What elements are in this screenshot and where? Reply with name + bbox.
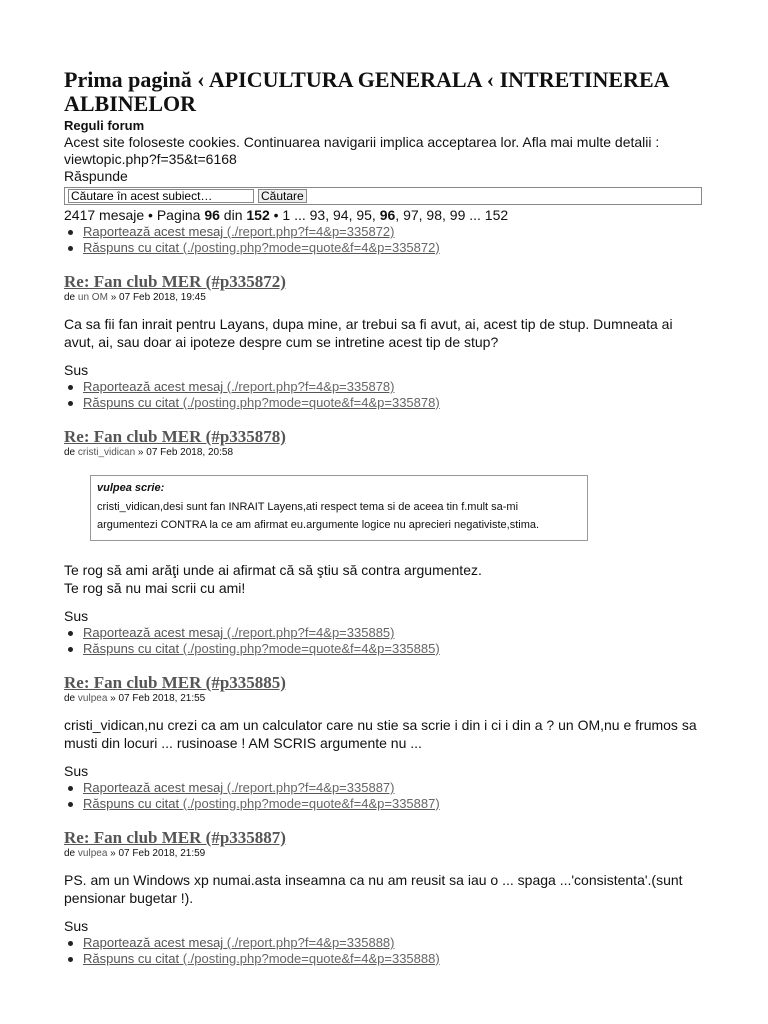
forum-rules-link[interactable]: Reguli forum (64, 118, 145, 133)
back-to-top-link[interactable]: Sus (64, 763, 89, 779)
topic-search-form (64, 187, 702, 205)
search-button[interactable]: Căutare (258, 189, 307, 203)
cookie-notice: Acest site foloseste cookies. Continuarea navigarii implica acceptarea lor. Afla mai multe detalii : viewtopic.php?f=35&t=6168 (64, 134, 660, 167)
post-title[interactable]: Re: Fan club MER (#p335887) (64, 828, 286, 847)
list-item (83, 395, 704, 411)
page-links-after[interactable]: , 97, 98, 99 ... 152 (395, 207, 509, 223)
back-to-top-link[interactable]: Sus (64, 918, 89, 934)
list-item (83, 224, 704, 240)
post-byline: de vulpea » 07 Feb 2018, 21:55 (64, 693, 206, 704)
post-content: PS. am un Windows xp numai.asta inseamna ca nu am reusit sa iau o ... spaga ...'consistenta'.(sunt pensionar bugetar !). (64, 872, 683, 906)
quote-reply-link[interactable]: Răspuns cu citat (./posting.php?mode=quote&f=4&p=335887) (83, 796, 440, 811)
quote-reply-link[interactable]: Răspuns cu citat (./posting.php?mode=quote&f=4&p=335885) (83, 641, 440, 656)
post-actions-list (64, 625, 704, 657)
post (64, 673, 704, 812)
reply-link[interactable]: Răspunde (64, 168, 128, 184)
report-post-link[interactable]: Raportează acest mesaj (./report.php?f=4&p=335885) (83, 625, 395, 640)
report-post-link[interactable]: Raportează acest mesaj (./report.php?f=4&p=335887) (83, 780, 395, 795)
report-post-link[interactable]: Raportează acest mesaj (./report.php?f=4&p=335878) (83, 379, 395, 394)
post-author[interactable]: vulpea (77, 693, 108, 704)
list-item (83, 796, 704, 812)
top-actions-list (64, 224, 704, 256)
post-content-line: Te rog să ami arăţi unde ai afirmat că să ştiu să contra argumentez. (64, 562, 482, 578)
post (64, 427, 704, 657)
post-actions-list (64, 780, 704, 812)
report-post-link[interactable]: Raportează acest mesaj (./report.php?f=4&p=335872) (83, 224, 395, 239)
post-byline: de vulpea » 07 Feb 2018, 21:59 (64, 848, 206, 859)
list-item (83, 935, 704, 951)
post-content: Ca sa fii fan inrait pentru Layans, dupa mine, ar trebui sa fi avut, ai, acest tip de stup. Dumneata ai avut, ai, sau doar ai ipoteze despre cum se intretine acest tip de stup? (64, 316, 673, 350)
page-links-before[interactable]: • 1 ... 93, 94, 95, (269, 207, 380, 223)
list-item (83, 625, 704, 641)
quote-reply-link[interactable]: Răspuns cu citat (./posting.php?mode=quote&f=4&p=335878) (83, 395, 440, 410)
post-actions-list (64, 935, 704, 967)
post-byline: de cristi_vidican » 07 Feb 2018, 20:58 (64, 447, 234, 458)
post (64, 828, 704, 967)
post-title[interactable]: Re: Fan club MER (#p335878) (64, 427, 286, 446)
post-author[interactable]: cristi_vidican (77, 447, 136, 458)
page-title[interactable]: Prima pagină ‹ APICULTURA GENERALA ‹ INTRETINEREA ALBINELOR (64, 67, 669, 116)
post-date: » 07 Feb 2018, 21:55 (107, 693, 206, 704)
quote-author: vulpea scrie: (97, 482, 165, 494)
quote-text: cristi_vidican,desi sunt fan INRAIT Layens,ati respect tema si de aceea tin f.mult sa-mi argumentezi CONTRA la ce am afirmat eu.argumente logice nu aprecieri negativiste,stima. (97, 501, 540, 531)
message-count: 2417 mesaje • Pagina (64, 207, 205, 223)
post-date: » 07 Feb 2018, 20:58 (135, 447, 234, 458)
list-item (83, 240, 704, 256)
current-page-number: 96 (204, 207, 220, 223)
back-to-top-link[interactable]: Sus (64, 608, 89, 624)
quote-reply-link[interactable]: Răspuns cu citat (./posting.php?mode=quote&f=4&p=335888) (83, 951, 440, 966)
list-item (83, 951, 704, 967)
pagination-of: din (219, 207, 247, 223)
post-content-line: Te rog să nu mai scrii cu ami! (64, 580, 246, 596)
pagination (64, 207, 704, 224)
post-content: cristi_vidican,nu crezi ca am un calculator care nu stie sa scrie i din i ci i din a ? un OM,nu e frumos sa musti din locuri ... rusinoase ! AM SCRIS argumente nu ... (64, 717, 697, 751)
topic-search-input[interactable] (68, 189, 254, 203)
page-link-current: 96 (379, 207, 396, 223)
post-title[interactable]: Re: Fan club MER (#p335872) (64, 272, 286, 291)
post-date: » 07 Feb 2018, 19:45 (107, 292, 206, 303)
report-post-link[interactable]: Raportează acest mesaj (./report.php?f=4&p=335888) (83, 935, 395, 950)
quote-reply-link[interactable]: Răspuns cu citat (./posting.php?mode=quote&f=4&p=335872) (83, 240, 440, 255)
quote-block (90, 475, 588, 541)
post (64, 272, 704, 411)
list-item (83, 780, 704, 796)
list-item (83, 641, 704, 657)
post-author[interactable]: un OM (77, 292, 108, 303)
post-actions-list (64, 379, 704, 411)
post-content (64, 561, 704, 597)
post-author[interactable]: vulpea (77, 848, 108, 859)
post-byline: de un OM » 07 Feb 2018, 19:45 (64, 292, 206, 303)
total-pages: 152 (246, 207, 270, 223)
list-item (83, 379, 704, 395)
post-title[interactable]: Re: Fan club MER (#p335885) (64, 673, 286, 692)
back-to-top-link[interactable]: Sus (64, 362, 89, 378)
post-date: » 07 Feb 2018, 21:59 (107, 848, 206, 859)
